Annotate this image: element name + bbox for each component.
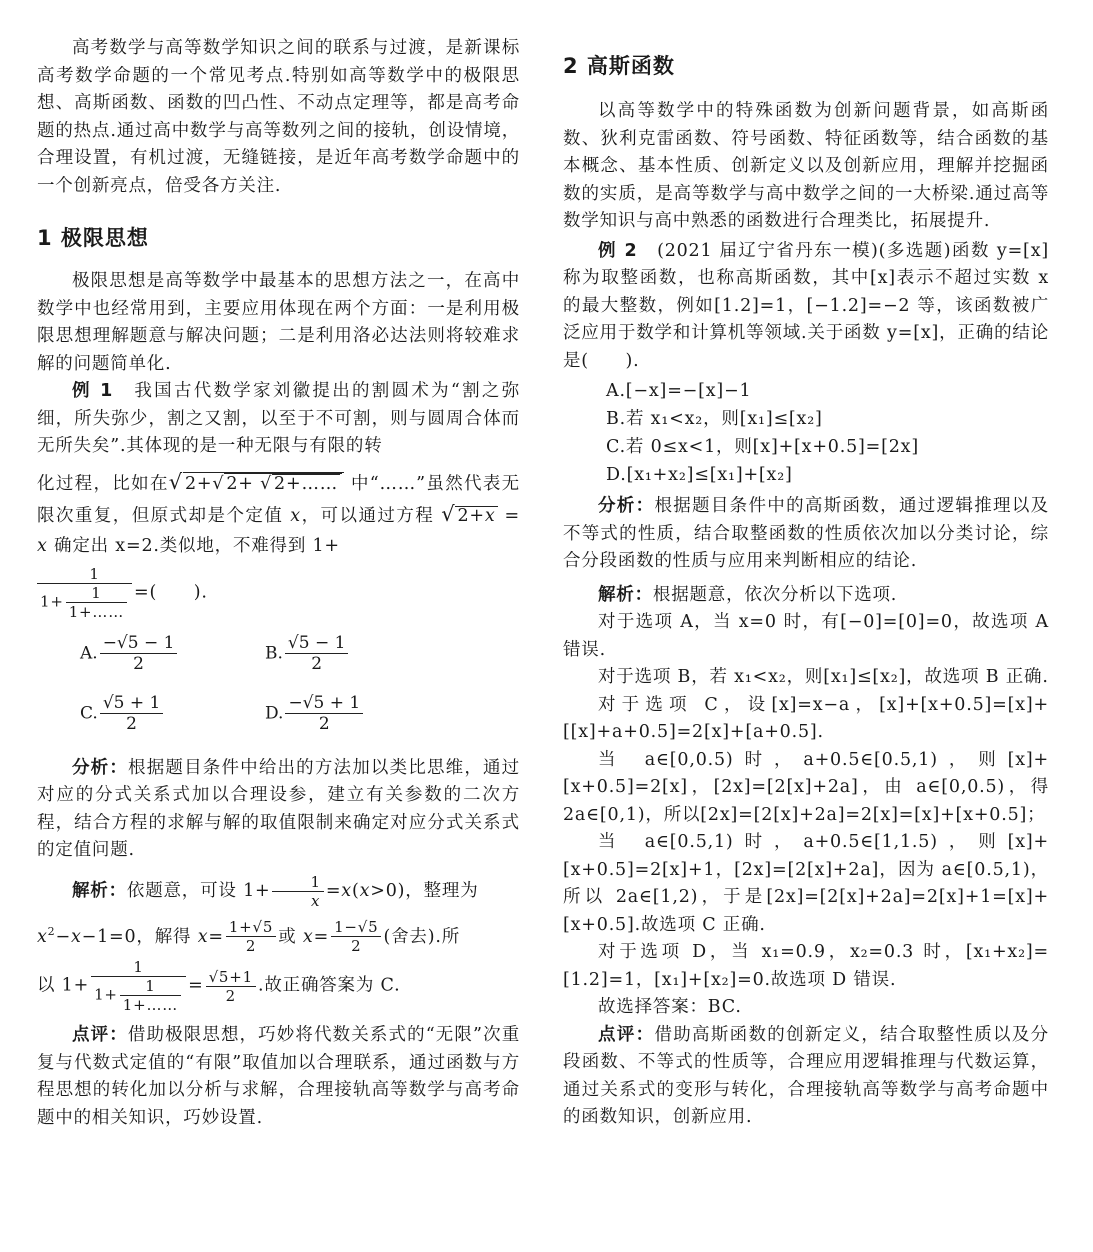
example-1-label: 例 1 — [72, 381, 114, 401]
example-1-analysis — [37, 755, 520, 865]
solution-label-2: 解析： — [598, 584, 653, 605]
example-1-text — [37, 378, 520, 461]
example-1-line-text: 化过程，比如在 — [37, 473, 169, 494]
analysis-text-2: 根据题目条件中的高斯函数，通过逻辑推理以及不等式的性质，结合取整函数的性质依次加以分类讨论，综合分段函数的性质与应用来判断相应的结论. — [563, 496, 1049, 571]
option-d: D. $\frac{-√5 + 1}{2}$ — [265, 693, 365, 735]
option-a: A. $\frac{-√5 - 1}{2}$ — [80, 633, 179, 675]
choice-c: C.若 0≤x<1，则[x]+[x+0.5]=[2x] — [606, 437, 919, 457]
choice-d: D.[x₁+x₂]≤[x₁]+[x₂] — [606, 465, 793, 485]
example-1-body: 我国古代数学家刘徽提出的割圆术为“割之弥细，所失弥少，割之又割，以至于不可割，则与圆周合体而无所失矣”.其体现的是一种无限与有限的转 — [37, 381, 520, 456]
nested-radical-body: 2+√ 2+ √ 2+…… — [183, 472, 344, 494]
solution-option-b: 对于选项 B，若 x₁<x₂，则[x₁]≤[x₂]，故选项 B 正确. — [598, 667, 1049, 687]
option-b: B. $\frac{√5 - 1}{2}$ — [265, 633, 350, 675]
example-1-line-text-b: 中“……”虽然代表无限次重复，但原式却是个定值 — [37, 473, 520, 526]
solution-option-a: 对于选项 A，当 x=0 时，有[−0]=[0]=0，故选项 A 错误. — [563, 612, 1049, 660]
example-2-label: 例 2 — [598, 240, 638, 261]
analysis-text: 根据题目条件中给出的方法加以类比思维，通过对应的分式关系式加以合理设参，建立有关参数的二次方程，结合方程的求解与解的取值限制来确定对应分式关系式的定值问题. — [37, 757, 520, 860]
section-2-paragraph: 以高等数学中的特殊函数为创新问题背景，如高斯函数、狄利克雷函数、符号函数、特征函数等，结合函数的基本概念、基本性质、创新定义以及创新应用，理解并挖掘函数的实质，是高等数学与高中数学之间的一大桥梁.通过高等数学知识与高中熟悉的函数进行合理类比，拓展提升. — [563, 101, 1049, 231]
comment-text: 借助极限思想，巧妙将代数关系式的“无限”次重复与代数式定值的“有限”取值加以合理联系，通过函数与方程思想的转化加以分析与求解，合理接轨高等数学与高考命题中的相关知识，巧妙设置. — [37, 1025, 520, 1128]
solution-option-c-2: 当 a∈[0,0.5)时，a+0.5∈[0.5,1)，则[x]+[x+0.5]=2[x]，[2x]=[2[x]+2a]，由 a∈[0,0.5)，得 2a∈[0,1)，所以[2x]=[2[x]+2a]=2[x]=[x]+[x+0.5]； — [563, 749, 1049, 825]
example-1-solution-2: $x^2-x-1=0$，解得 x= $\frac{1+√5}{2}$ 或 x= $\frac{1-√5}{2}$ (舍去).所 — [37, 918, 461, 956]
analysis-label: 分析： — [72, 757, 129, 778]
intro-paragraph: 高考数学与高等数学知识之间的联系与过渡，是新课标高考数学命题的一个常见考点.特别如高等数学中的极限思想、高斯函数、函数的凹凸性、不动点定理等，都是高考命题的热点.通过高中数学与高等数列之间的接轨，创设情境，合理设置，有机过渡，无缝链接，是近年高考数学命题中的一个创新亮点，倍受各方关注. — [37, 38, 520, 196]
example-2-text — [563, 238, 1049, 376]
option-c: C. $\frac{√5 + 1}{2}$ — [80, 693, 165, 735]
example-2-analysis — [563, 493, 1049, 576]
solution-option-c-1: 对于选项 C，设[x]=x−a，[x]+[x+0.5]=[x]+[[x]+a+0.5]=2[x]+[a+0.5]. — [563, 694, 1049, 742]
example-2-comment — [563, 1022, 1049, 1132]
section-1-paragraph: 极限思想是高等数学中最基本的思想方法之一，在高中数学中也经常用到，主要应用体现在两个方面：一是利用极限思想理解题意与解决问题；二是利用洛必达法则将较难求解的问题简单化. — [37, 271, 520, 374]
example-1-line: 化过程，比如在√ 2+√ 2+ √ 2+…… 中“……”虽然代表无限次重复，但原式却是个定值 x，可以通过方程 √ 2+x = x 确定出 x=2.类似地，不难得到 1+ — [37, 469, 520, 556]
comment-text-2: 借助高斯函数的创新定义，结合取整性质以及分段函数、不等式的性质等，合理应用逻辑推理与代数运算，通过关系式的变形与转化，合理接轨高等数学与高考命题中的函数知识，创新应用. — [563, 1024, 1049, 1127]
solution-option-c-3: 当 a∈[0.5,1)时，a+0.5∈[1,1.5)，则[x]+[x+0.5]=2[x]+1，[2x]=[2[x]+2a]，因为 a∈[0.5,1)，所以 2a∈[1,2)，于是[2x]=[2[x]+2a]=2[x]+1=[x]+[x+0.5].故选项 C 正确. — [563, 832, 1049, 935]
example-1-solution-3: 以 1+ 1 1+ $\frac{1}{1+\dots\dots}$ = $\frac{√5+1}{2}$ .故正确答案为 C. — [37, 958, 401, 1015]
example-2-solution-intro — [563, 582, 1049, 610]
left-column — [37, 0, 520, 1132]
example-1-line-text-c: ，可以通过方程 — [300, 505, 435, 526]
solution-label: 解析： — [72, 880, 127, 901]
choice-a: A.[−x]=−[x]−1 — [606, 381, 752, 401]
section-1-heading: 1 极限思想 — [37, 226, 149, 250]
example-1-comment — [37, 1022, 520, 1132]
example-1-line-text-d: 确定出 x=2.类似地，不难得到 1+ — [54, 535, 340, 556]
example-1-solution: 解析：依题意，可设 1+ $\frac{1}{x}$ =x(x>0)，整理为 — [72, 872, 479, 910]
continued-fraction: 1 1+ $\frac{1}{1+\dots\dots}$ =( ). — [37, 565, 520, 621]
example-1-options — [37, 629, 520, 749]
comment-label: 点评： — [72, 1025, 128, 1046]
example-2-choices — [563, 377, 1049, 489]
section-2-heading: 2 高斯函数 — [563, 54, 675, 78]
right-column — [563, 0, 1049, 1132]
comment-label-2: 点评： — [598, 1024, 655, 1045]
example-2-body: (2021 届辽宁省丹东一模)(多选题)函数 y=[x]称为取整函数，也称高斯函数，其中[x]表示不超过实数 x 的最大整数，例如[1.2]=1，[−1.2]=−2 等，该函数被广泛应用于数学和计算机等领域.关于函数 y=[x]，正确的结论是( ). — [563, 240, 1049, 371]
nested-radical: √ — [168, 469, 183, 494]
analysis-label-2: 分析： — [598, 496, 655, 516]
solution-option-d: 对于选项 D，当 x₁=0.9，x₂=0.3 时，[x₁+x₂]=[1.2]=1，[x₁]+[x₂]=0.故选项 D 错误. — [563, 942, 1049, 990]
solution-intro-text: 根据题意，依次分析以下选项. — [652, 584, 898, 605]
choice-b: B.若 x₁<x₂，则[x₁]≤[x₂] — [606, 409, 823, 429]
continued-fraction-tail: =( ). — [134, 582, 208, 602]
final-answer: 故选择答案：BC. — [598, 997, 742, 1017]
